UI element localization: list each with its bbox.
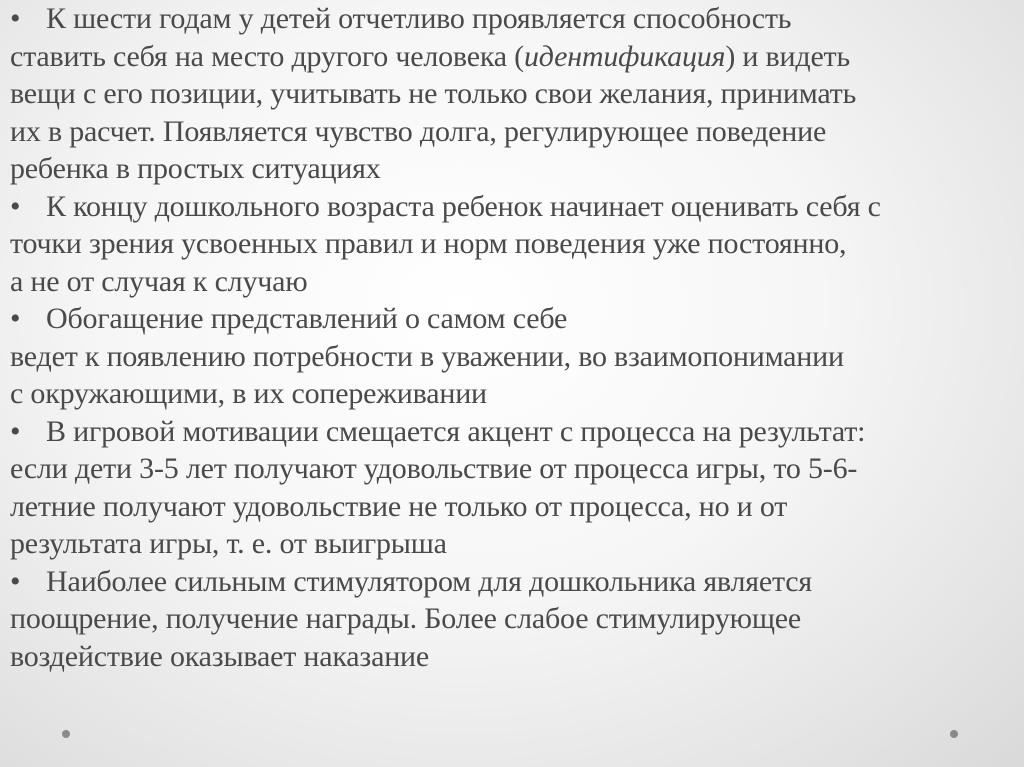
bullet-item-1 bbox=[10, 0, 1020, 38]
text-line: вещи с его позиции, учитывать не только свои желания, принимать bbox=[10, 77, 857, 110]
bullet-icon: • bbox=[10, 564, 21, 598]
text-line: а не от случая к случаю bbox=[10, 264, 308, 298]
text-line: К концу дошкольного возраста ребенок начинает оценивать себя с bbox=[46, 189, 881, 223]
bullet-item-5 bbox=[10, 563, 1020, 601]
text-line: результата игры, т. е. от выигрыша bbox=[10, 527, 447, 560]
text-line: В игровой мотивации смещается акцент с процесса на результат: bbox=[46, 414, 866, 448]
text-line-2 bbox=[10, 38, 1020, 76]
text-line: Обогащение представлений о самом себе bbox=[46, 302, 568, 335]
italic-term: идентификация bbox=[523, 39, 726, 73]
bullet-icon: • bbox=[10, 2, 21, 35]
text-line: их в расчет. Появляется чувство долга, регулирующее поведение bbox=[10, 114, 827, 148]
bullet-icon: • bbox=[10, 189, 21, 223]
bullet-item-2 bbox=[10, 188, 1020, 226]
decorative-dot-icon bbox=[62, 730, 70, 738]
text-line: с окружающими, в их сопереживании bbox=[10, 377, 487, 410]
slide-text-body bbox=[10, 0, 1020, 675]
text-line: если дети 3-5 лет получают удовольствие от процесса игры, то 5-6- bbox=[10, 452, 858, 485]
bullet-icon: • bbox=[10, 414, 21, 448]
text-segment: ставить себя на место другого человека ( bbox=[10, 39, 524, 73]
text-line: поощрение, получение награды. Более слабое стимулирующее bbox=[10, 602, 801, 635]
bullet-icon: • bbox=[10, 302, 21, 335]
text-line: Наиболее сильным стимулятором для дошкольника является bbox=[46, 564, 812, 598]
text-line: ребенка в простых ситуациях bbox=[10, 152, 381, 185]
decorative-dot-icon bbox=[950, 730, 958, 738]
bullet-item-4 bbox=[10, 413, 1020, 451]
text-line: К шести годам у детей отчетливо проявляется способность bbox=[46, 2, 792, 35]
text-line: ведет к появлению потребности в уважении, во взаимопонимании bbox=[10, 339, 844, 373]
text-segment: ) и видеть bbox=[725, 39, 850, 73]
text-line: воздействие оказывает наказание bbox=[10, 639, 430, 673]
text-line: летние получают удовольствие не только от процесса, но и от bbox=[10, 489, 788, 523]
text-line: точки зрения усвоенных правил и норм поведения уже постоянно, bbox=[10, 227, 847, 260]
bullet-item-3 bbox=[10, 300, 1020, 338]
